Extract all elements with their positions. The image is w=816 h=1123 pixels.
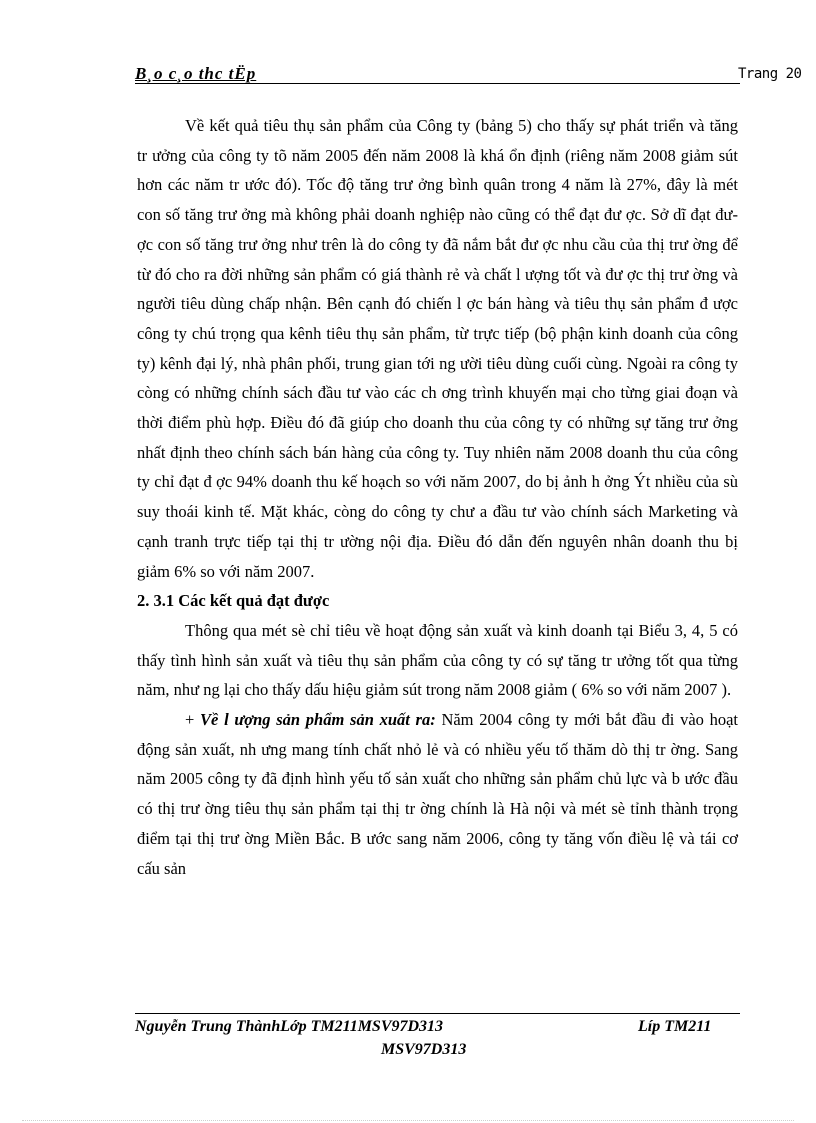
page-number: Trang 20 bbox=[738, 66, 802, 82]
production-volume-label: Về l ượng sản phẩm sản xuất ra: bbox=[200, 710, 436, 730]
production-volume-text: Năm 2004 công ty mới bắt đầu đi vào hoạt động sản xuất, nh ưng mang tính chất nhỏ lẻ và có nhiều yếu tố thăm dò thị tr ờng. Sang năm 2005 công ty đã định hình yếu tố sản xuất cho những sản phẩm chủ lực và b ước đầu có thị trư ờng tiêu thụ sản phẩm tại thị tr ờng chính là Hà nội và mét sè tỉnh thành trọng điểm tại thị trư ờng Miền Bắc. B ước sang năm 2006, công ty tăng vốn điều lệ và tái cơ cấu sản bbox=[137, 710, 739, 878]
footer-rule bbox=[135, 1013, 740, 1014]
header-rule bbox=[135, 83, 740, 84]
paragraph-sales-results: Về kết quả tiêu thụ sản phẩm của Công ty (bảng 5) cho thấy sự phát triển và tăng tr ưởng của công ty tõ năm 2005 đến năm 2008 là khá ổn định (riêng năm 2008 giảm sút hơn các năm tr ước đó). Tốc độ tăng trư ởng bình quân trong 4 năm là 27%, đây là mét con số tăng trư ởng mà không phải doanh nghiệp nào cũng có thể đạt đư ợc. Sở dĩ đạt đư ợc con số tăng trư ởng như trên là do công ty đã nắm bắt đư ợc nhu cầu của thị trư ờng để từ đó cho ra đời những sản phẩm có giá thành rẻ và chất l ượng tốt và đư ợc thị trư ờng và người tiêu dùng chấp nhận. Bên cạnh đó chiến l ợc bán hàng và tiêu thụ sản phẩm đ ược công ty chú trọng qua kênh tiêu thụ sản phẩm, từ trực tiếp (bộ phận kinh doanh của công ty) kênh đại lý, nhà phân phối, trung gian tới ng ười tiêu dùng cuối cùng. Ngoài ra công ty còng có những chính sách đầu tư vào các ch ơng trình khuyến mại cho từng giai đoạn và thời điểm phù hợp. Điều đó đã giúp cho doanh thu của công ty có những sự tăng trư ởng nhất định theo chính sách bán hàng của công ty. Tuy nhiên năm 2008 doanh thu của công ty chỉ đạt đ ợc 94% doanh thu kế hoạch so với năm 2007, do bị ảnh h ởng Ýt nhiều của sù suy thoái kinh tế. Mặt khác, còng do công ty chư a đầu tư vào chính sách Marketing và cạnh tranh trực tiếp tại thị tr ường nội địa. Điều đó dẫn đến nguyên nhân doanh thu bị giảm 6% so với năm 2007. bbox=[137, 116, 738, 581]
section-heading: 2. 3.1 Các kết quả đạt được bbox=[137, 591, 330, 611]
bullet-prefix: + bbox=[185, 710, 201, 730]
paragraph-overview: Thông qua mét sè chỉ tiêu về hoạt động sản xuất và kinh doanh tại Biểu 3, 4, 5 có thấy tình hình sản xuất và tiêu thụ sản phẩm của công ty có sự tăng tr ưởng tốt qua từng năm, như ng lại cho thấy dấu hiệu giảm sút trong năm 2008 giảm ( 6% so với năm 2007 ). bbox=[137, 620, 738, 700]
header-title: B¸o c¸o thc tËp bbox=[135, 64, 257, 83]
page-edge bbox=[22, 1120, 794, 1121]
footer-student-id: MSV97D313 bbox=[381, 1041, 467, 1058]
paragraph-production-volume bbox=[137, 705, 738, 883]
footer-class: Líp TM211 bbox=[638, 1018, 712, 1035]
footer-author: Nguyễn Trung ThànhLớp TM211MSV97D313 bbox=[135, 1018, 444, 1035]
body-text bbox=[137, 111, 738, 883]
